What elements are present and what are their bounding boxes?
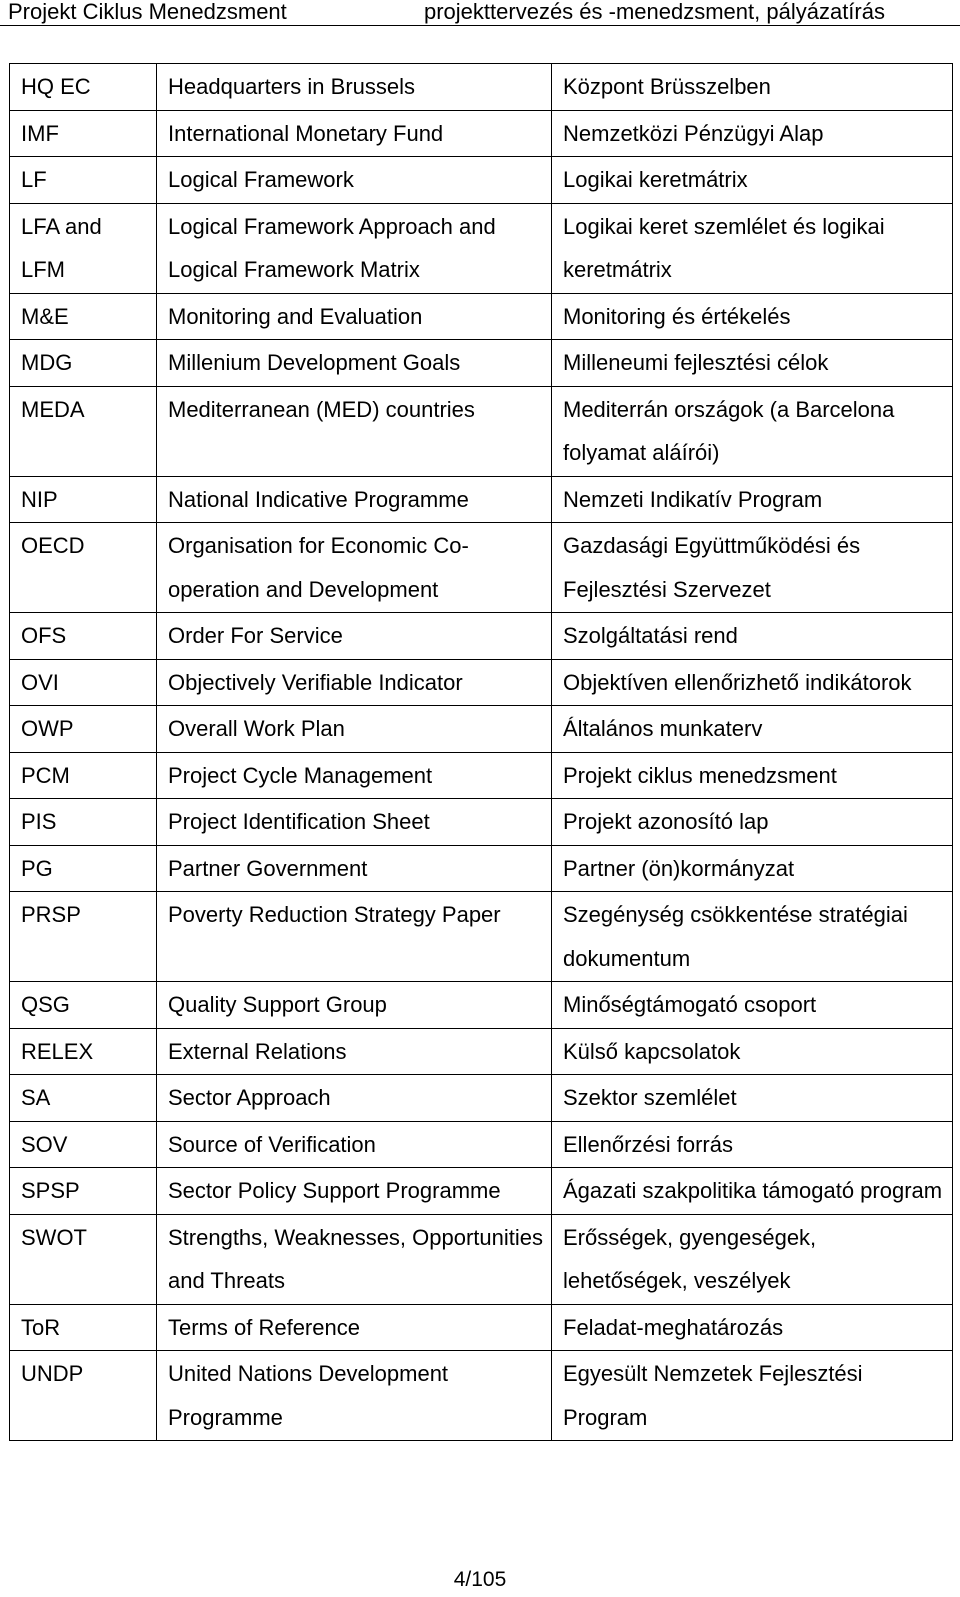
abbreviation-cell: ToR (10, 1304, 157, 1351)
hungarian-term-cell: Feladat-meghatározás (552, 1304, 953, 1351)
hungarian-term-cell: Erősségek, gyengeségek, lehetőségek, veszélyek (552, 1214, 953, 1304)
table-row (10, 799, 953, 846)
abbreviation-cell: M&E (10, 293, 157, 340)
english-term-cell: United Nations Development Programme (157, 1351, 552, 1441)
hungarian-term-cell: Szektor szemlélet (552, 1075, 953, 1122)
english-term-cell: Objectively Verifiable Indicator (157, 659, 552, 706)
english-term-cell: Poverty Reduction Strategy Paper (157, 892, 552, 982)
abbreviation-cell: SA (10, 1075, 157, 1122)
hungarian-term-cell: Projekt ciklus menedzsment (552, 752, 953, 799)
english-term-cell: National Indicative Programme (157, 476, 552, 523)
english-term-cell: Terms of Reference (157, 1304, 552, 1351)
english-term-cell: Strengths, Weaknesses, Opportunities and Threats (157, 1214, 552, 1304)
hungarian-term-cell: Nemzetközi Pénzügyi Alap (552, 110, 953, 157)
table-row (10, 110, 953, 157)
table-row (10, 982, 953, 1029)
hungarian-term-cell: Külső kapcsolatok (552, 1028, 953, 1075)
table-row (10, 476, 953, 523)
table-row (10, 523, 953, 613)
table-row (10, 1028, 953, 1075)
abbreviation-cell: NIP (10, 476, 157, 523)
abbreviation-cell: PG (10, 845, 157, 892)
english-term-cell: Headquarters in Brussels (157, 64, 552, 111)
table-row (10, 1214, 953, 1304)
abbreviation-cell: QSG (10, 982, 157, 1029)
hungarian-term-cell: Milleneumi fejlesztési célok (552, 340, 953, 387)
hungarian-term-cell: Logikai keretmátrix (552, 157, 953, 204)
hungarian-term-cell: Projekt azonosító lap (552, 799, 953, 846)
hungarian-term-cell: Központ Brüsszelben (552, 64, 953, 111)
english-term-cell: Overall Work Plan (157, 706, 552, 753)
english-term-cell: Quality Support Group (157, 982, 552, 1029)
table-row (10, 203, 953, 293)
abbreviation-cell: OECD (10, 523, 157, 613)
table-row (10, 157, 953, 204)
abbreviation-cell: PRSP (10, 892, 157, 982)
table-row (10, 892, 953, 982)
hungarian-term-cell: Általános munkaterv (552, 706, 953, 753)
english-term-cell: Logical Framework (157, 157, 552, 204)
page-header (0, 0, 960, 26)
table-row (10, 706, 953, 753)
table-row (10, 386, 953, 476)
hungarian-term-cell: Monitoring és értékelés (552, 293, 953, 340)
abbreviation-cell: PCM (10, 752, 157, 799)
hungarian-term-cell: Nemzeti Indikatív Program (552, 476, 953, 523)
english-term-cell: Partner Government (157, 845, 552, 892)
abbreviation-cell: LFA and LFM (10, 203, 157, 293)
english-term-cell: External Relations (157, 1028, 552, 1075)
english-term-cell: Sector Approach (157, 1075, 552, 1122)
page-number: 4/105 (453, 1568, 507, 1591)
english-term-cell: International Monetary Fund (157, 110, 552, 157)
hungarian-term-cell: Ellenőrzési forrás (552, 1121, 953, 1168)
abbreviation-table-body (10, 64, 953, 1441)
abbreviation-cell: SWOT (10, 1214, 157, 1304)
english-term-cell: Project Cycle Management (157, 752, 552, 799)
abbreviation-cell: HQ EC (10, 64, 157, 111)
english-term-cell: Logical Framework Approach and Logical Framework Matrix (157, 203, 552, 293)
english-term-cell: Organisation for Economic Co-operation and Development (157, 523, 552, 613)
hungarian-term-cell: Minőségtámogató csoport (552, 982, 953, 1029)
abbreviation-cell: MEDA (10, 386, 157, 476)
abbreviation-cell: IMF (10, 110, 157, 157)
hungarian-term-cell: Partner (ön)kormányzat (552, 845, 953, 892)
hungarian-term-cell: Logikai keret szemlélet és logikai keretmátrix (552, 203, 953, 293)
table-row (10, 1304, 953, 1351)
abbreviation-table (9, 63, 953, 1441)
table-row (10, 845, 953, 892)
english-term-cell: Project Identification Sheet (157, 799, 552, 846)
hungarian-term-cell: Objektíven ellenőrizhető indikátorok (552, 659, 953, 706)
table-row (10, 1075, 953, 1122)
hungarian-term-cell: Szolgáltatási rend (552, 613, 953, 660)
abbreviation-cell: RELEX (10, 1028, 157, 1075)
table-row (10, 64, 953, 111)
abbreviation-cell: MDG (10, 340, 157, 387)
hungarian-term-cell: Egyesült Nemzetek Fejlesztési Program (552, 1351, 953, 1441)
english-term-cell: Millenium Development Goals (157, 340, 552, 387)
table-row (10, 293, 953, 340)
abbreviation-cell: SOV (10, 1121, 157, 1168)
hungarian-term-cell: Mediterrán országok (a Barcelona folyamat aláírói) (552, 386, 953, 476)
english-term-cell: Order For Service (157, 613, 552, 660)
abbreviation-cell: PIS (10, 799, 157, 846)
table-row (10, 1351, 953, 1441)
abbreviation-cell: OFS (10, 613, 157, 660)
english-term-cell: Monitoring and Evaluation (157, 293, 552, 340)
hungarian-term-cell: Ágazati szakpolitika támogató program (552, 1168, 953, 1215)
abbreviation-cell: LF (10, 157, 157, 204)
hungarian-term-cell: Gazdasági Együttműködési és Fejlesztési Szervezet (552, 523, 953, 613)
table-row (10, 659, 953, 706)
english-term-cell: Source of Verification (157, 1121, 552, 1168)
table-row (10, 752, 953, 799)
abbreviation-cell: OVI (10, 659, 157, 706)
table-row (10, 613, 953, 660)
table-row (10, 340, 953, 387)
english-term-cell: Sector Policy Support Programme (157, 1168, 552, 1215)
abbreviation-cell: UNDP (10, 1351, 157, 1441)
hungarian-term-cell: Szegénység csökkentése stratégiai dokumentum (552, 892, 953, 982)
table-row (10, 1168, 953, 1215)
abbreviation-cell: OWP (10, 706, 157, 753)
header-subtitle: projekttervezés és -menedzsment, pályázatírás (424, 0, 885, 24)
abbreviation-cell: SPSP (10, 1168, 157, 1215)
header-title: Projekt Ciklus Menedzsment (8, 0, 287, 24)
table-row (10, 1121, 953, 1168)
english-term-cell: Mediterranean (MED) countries (157, 386, 552, 476)
